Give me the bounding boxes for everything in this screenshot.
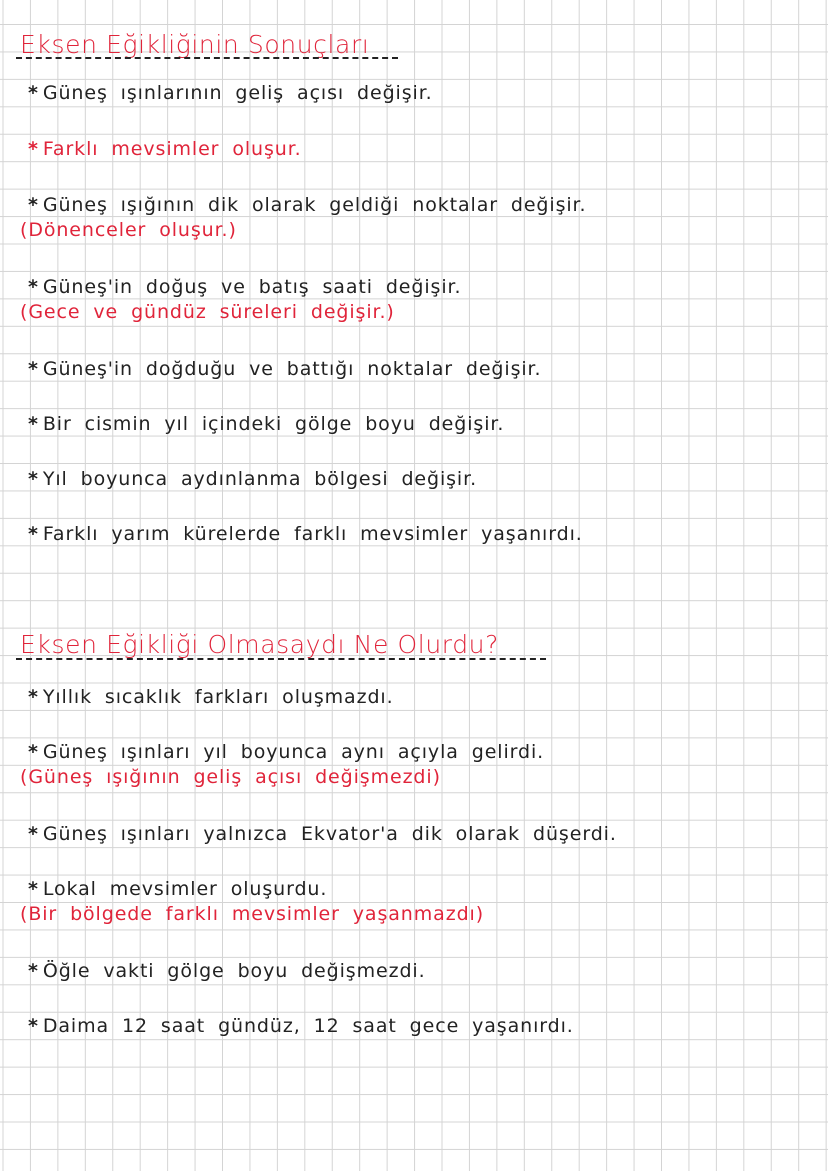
item-text: Güneş'in doğduğu ve battığı noktalar değişir.: [42, 358, 542, 380]
section2-title: Eksen Eğikliği Olmasaydı Ne Olurdu?: [20, 630, 499, 659]
asterisk-bullet-icon: *: [28, 468, 39, 490]
section1-item-4: [28, 278, 461, 297]
item-text: Farklı mevsimler oluşur.: [42, 138, 302, 160]
section2-item-1: [28, 688, 394, 707]
item-text: Güneş ışığının dik olarak geldiği noktalar değişir.: [42, 194, 587, 216]
section1-item-1: [28, 84, 433, 103]
section1-item-4-note: (Gece ve gündüz süreleri değişir.): [20, 301, 395, 323]
section1-item-8: [28, 525, 583, 544]
asterisk-bullet-icon: *: [28, 138, 39, 160]
section2-item-5: [28, 962, 426, 981]
section2-title-underline: [16, 658, 546, 660]
item-text: Güneş ışınlarının geliş açısı değişir.: [42, 82, 433, 104]
item-text: Güneş ışınları yalnızca Ekvator'a dik olarak düşerdi.: [42, 823, 617, 845]
section1-item-7: [28, 470, 477, 489]
section1-title: Eksen Eğikliğinin Sonuçları: [20, 30, 370, 59]
item-text: Öğle vakti gölge boyu değişmezdi.: [42, 960, 426, 982]
item-text: Farklı yarım kürelerde farklı mevsimler yaşanırdı.: [42, 523, 583, 545]
section2-item-4: [28, 880, 327, 899]
item-text: Yıllık sıcaklık farkları oluşmazdı.: [42, 686, 394, 708]
asterisk-bullet-icon: *: [28, 82, 39, 104]
section2-item-6: [28, 1017, 574, 1036]
asterisk-bullet-icon: *: [28, 823, 39, 845]
asterisk-bullet-icon: *: [28, 358, 39, 380]
asterisk-bullet-icon: *: [28, 1015, 39, 1037]
section1-title-underline: [16, 57, 398, 59]
item-text: Yıl boyunca aydınlanma bölgesi değişir.: [42, 468, 478, 490]
asterisk-bullet-icon: *: [28, 878, 39, 900]
asterisk-bullet-icon: *: [28, 276, 39, 298]
section1-item-2: [28, 140, 302, 159]
asterisk-bullet-icon: *: [28, 413, 39, 435]
section2-item-2-note: (Güneş ışığının geliş açısı değişmezdi): [20, 766, 441, 788]
item-text: Güneş'in doğuş ve batış saati değişir.: [42, 276, 462, 298]
asterisk-bullet-icon: *: [28, 686, 39, 708]
item-text: Lokal mevsimler oluşurdu.: [42, 878, 328, 900]
asterisk-bullet-icon: *: [28, 194, 39, 216]
section1-item-6: [28, 415, 504, 434]
section1-item-3-note: (Dönenceler oluşur.): [20, 219, 237, 241]
item-text: Daima 12 saat gündüz, 12 saat gece yaşanırdı.: [42, 1015, 574, 1037]
asterisk-bullet-icon: *: [28, 960, 39, 982]
asterisk-bullet-icon: *: [28, 741, 39, 763]
section2-item-3: [28, 825, 617, 844]
section1-item-5: [28, 360, 541, 379]
item-text: Güneş ışınları yıl boyunca aynı açıyla gelirdi.: [42, 741, 545, 763]
section2-item-4-note: (Bir bölgede farklı mevsimler yaşanmazdı): [20, 903, 485, 925]
item-text: Bir cismin yıl içindeki gölge boyu değişir.: [42, 413, 505, 435]
section2-item-2: [28, 743, 544, 762]
asterisk-bullet-icon: *: [28, 523, 39, 545]
section1-item-3: [28, 196, 586, 215]
